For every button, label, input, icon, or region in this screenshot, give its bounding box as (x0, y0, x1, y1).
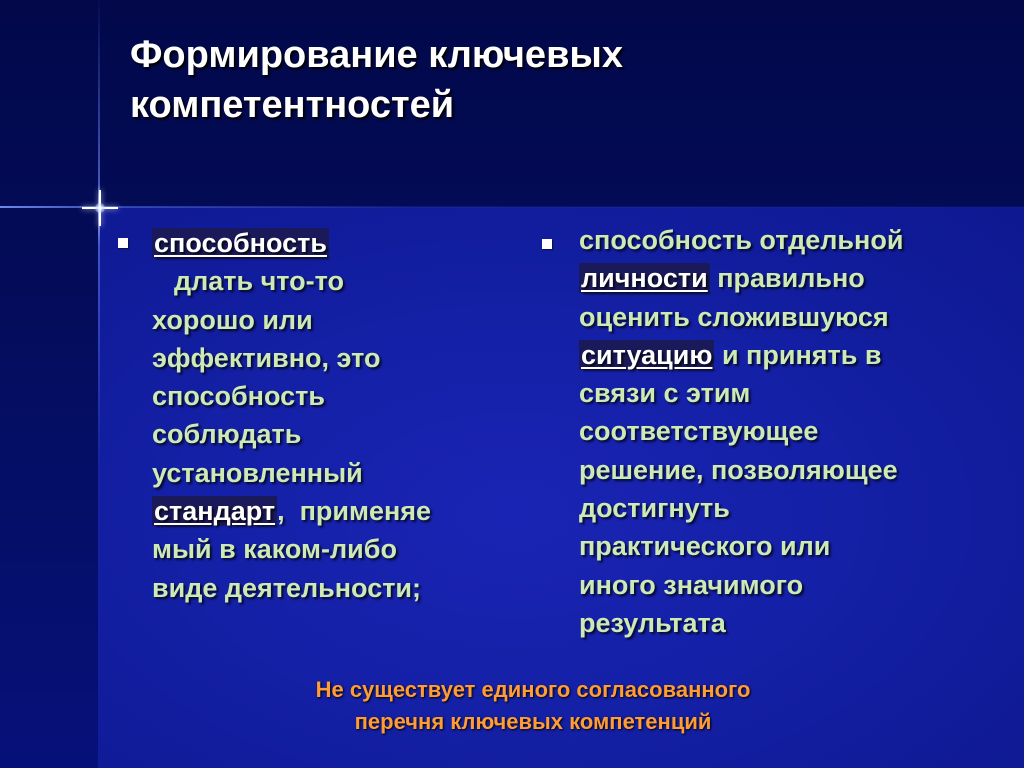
standard-link[interactable]: стандарт (154, 496, 276, 527)
title-line-1: Формирование ключевых (130, 34, 624, 76)
right-line: оценить сложившуюся (579, 301, 889, 332)
left-standard-line (118, 492, 508, 530)
right-personality-line (540, 259, 990, 297)
sparkle-icon (82, 190, 118, 226)
left-line: длать что-то (174, 266, 345, 297)
right-line: практического или (579, 531, 831, 562)
right-line-rest: и принять в (714, 339, 882, 370)
personality-link[interactable]: личности (581, 263, 708, 294)
square-bullet-icon (118, 238, 128, 248)
left-strip (0, 207, 98, 768)
footer-line-1: Не существует единого согласованного (315, 677, 751, 702)
vertical-divider (98, 0, 100, 768)
footer-note (200, 674, 866, 738)
right-line: решение, позволяющее (579, 454, 898, 485)
square-bullet-icon (542, 239, 552, 249)
right-line-rest: правильно (709, 263, 865, 294)
horizontal-divider (0, 206, 1024, 208)
right-line: достигнуть (579, 493, 730, 524)
left-line: виде деятельности; (152, 572, 422, 603)
slide-title (130, 30, 990, 130)
left-term-line (118, 224, 508, 262)
left-line: способность (152, 381, 325, 412)
left-line: мый в каком-либо (152, 534, 397, 565)
situation-link[interactable]: ситуацию (581, 339, 713, 370)
left-line: хорошо или (152, 304, 313, 335)
left-line: эффективно, это (152, 342, 381, 373)
title-line-2: компетентностей (130, 84, 455, 126)
left-term[interactable]: способность (154, 228, 327, 258)
right-line: способность отдельной (579, 225, 904, 255)
right-line: результата (579, 607, 726, 638)
right-bullet-item (540, 221, 990, 642)
right-line: иного значимого (579, 569, 804, 600)
footer-line-2: перечня ключевых компетенций (354, 709, 712, 734)
right-situation-line (540, 336, 990, 374)
left-bullet-item (118, 224, 508, 607)
left-line-rest: , применяе (277, 496, 432, 527)
left-line: соблюдать (152, 419, 302, 450)
right-line: связи с этим (579, 378, 751, 409)
right-line: соответствующее (579, 416, 819, 447)
left-line: установленный (152, 457, 363, 488)
